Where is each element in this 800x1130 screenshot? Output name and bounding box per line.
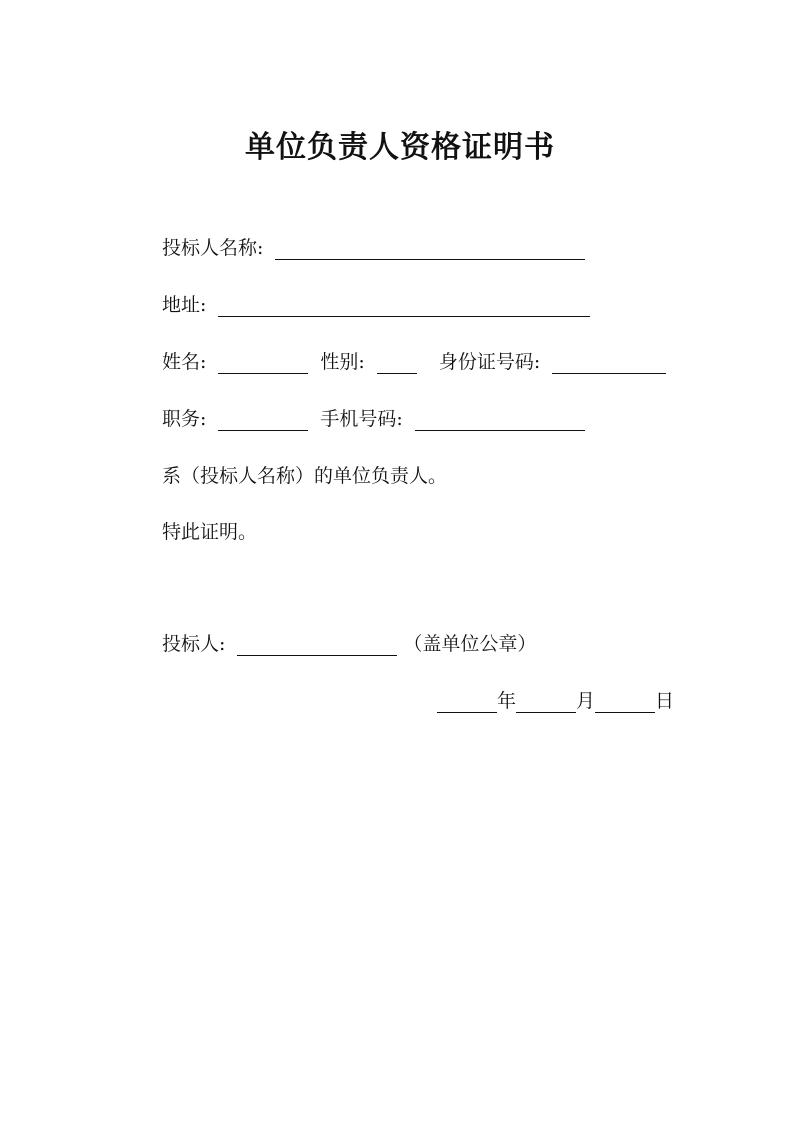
phone-label: 手机号码: — [320, 408, 403, 430]
id-number-label: 身份证号码: — [438, 351, 541, 373]
bidder-name-row — [162, 232, 585, 264]
gender-label: 性别: — [320, 351, 365, 373]
seal-note: （盖单位公章） — [403, 633, 537, 655]
date-row — [437, 685, 674, 717]
address-blank[interactable] — [218, 294, 590, 317]
name-label: 姓名: — [162, 351, 207, 373]
month-blank[interactable] — [516, 690, 576, 713]
statement-text: 系（投标人名称）的单位负责人。 — [162, 465, 448, 487]
personal-info-row — [162, 346, 666, 378]
id-number-blank[interactable] — [552, 351, 666, 374]
position-phone-row — [162, 403, 585, 435]
position-label: 职务: — [162, 408, 207, 430]
bidder-seal-row — [162, 628, 536, 660]
position-blank[interactable] — [218, 408, 308, 431]
certify-text: 特此证明。 — [162, 521, 258, 543]
phone-blank[interactable] — [415, 408, 585, 431]
day-label: 日 — [655, 690, 675, 712]
document-title: 单位负责人资格证明书 — [245, 130, 555, 165]
month-label: 月 — [576, 690, 596, 712]
day-blank[interactable] — [595, 690, 655, 713]
year-label: 年 — [497, 690, 517, 712]
address-row — [162, 289, 590, 321]
statement-row — [162, 460, 447, 492]
address-label: 地址: — [162, 294, 207, 316]
bidder-label: 投标人: — [162, 633, 226, 655]
certify-row — [162, 516, 257, 548]
year-blank[interactable] — [437, 690, 497, 713]
bidder-name-label: 投标人名称: — [162, 237, 264, 259]
bidder-name-blank[interactable] — [275, 237, 585, 260]
bidder-blank[interactable] — [237, 633, 397, 656]
gender-blank[interactable] — [377, 351, 417, 374]
name-blank[interactable] — [218, 351, 308, 374]
